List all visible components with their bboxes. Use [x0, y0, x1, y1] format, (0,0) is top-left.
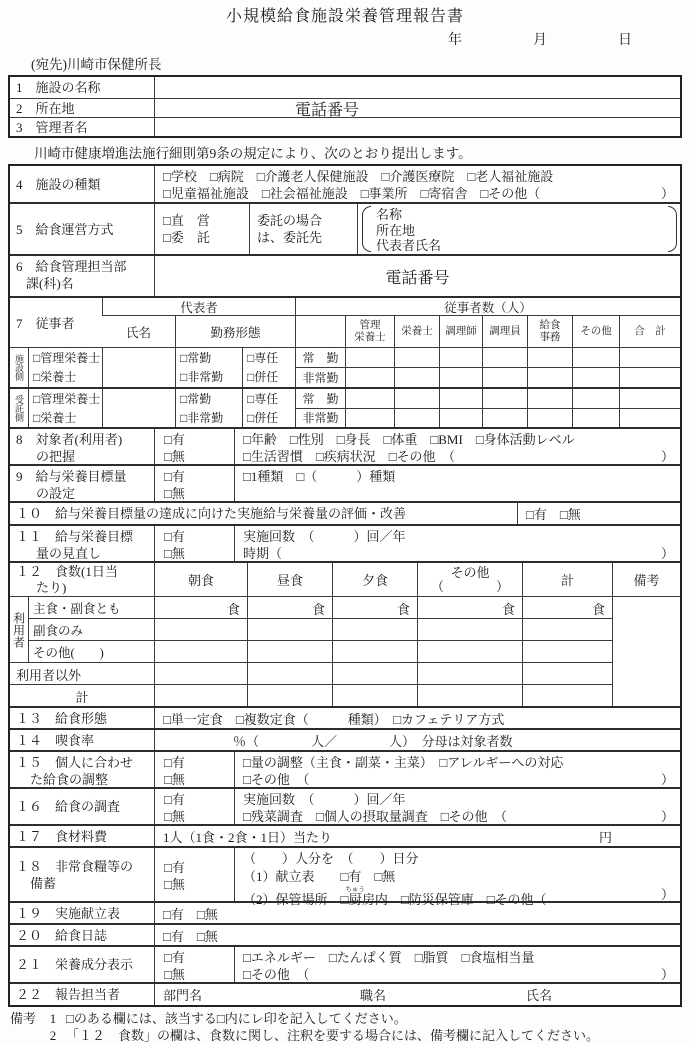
review-count-field[interactable]: 実施回数 （ ）回／年	[243, 529, 406, 544]
row-individual-adjust	[10, 750, 680, 787]
facility-dietitian-checkboxes: □管理栄養士 □栄養士	[28, 348, 102, 387]
report-person-fields	[154, 984, 680, 1005]
evaluation-label: １０ 給与栄養目標量の達成に向けた実施給与栄養量の評価・改善	[16, 506, 407, 521]
meal-count-cell[interactable]	[522, 662, 612, 684]
manager-name-label: 3 管理者名	[16, 119, 88, 135]
yen-unit-label: 円	[598, 829, 612, 845]
count-cell[interactable]	[527, 409, 572, 428]
contractor-assignment-checkboxes: □専任 □併任	[242, 389, 295, 427]
facility-assignment-checkboxes: □専任 □併任	[242, 348, 295, 387]
target-review-detail	[234, 526, 680, 561]
count-cell[interactable]	[439, 389, 482, 408]
date-month-label[interactable]: 月	[533, 33, 547, 48]
outsource-note: 委託の場合 は、委託先	[249, 204, 357, 254]
meal-style-label: １３ 給食形態	[16, 710, 108, 726]
facility-duty-checkboxes: □常勤 □非常勤	[175, 348, 242, 387]
address-label: 2 所在地	[16, 100, 75, 116]
nutrition-target-yesno	[154, 466, 234, 501]
parttime-row-label: 非常勤	[295, 409, 345, 428]
no-checkbox[interactable]: □無	[164, 449, 185, 464]
meal-count-cell[interactable]	[154, 684, 247, 706]
yes-checkbox[interactable]: □有	[164, 469, 185, 484]
row-target-grasp	[10, 427, 680, 464]
survey-count-field[interactable]: 実施回数 （ ）回／年	[243, 792, 406, 807]
footer-notes: 備考 1 □のある欄には、該当する□内にレ印を記入してください。 2 「１２ 食数」の欄は、食数に関し、注釈を要する場合には、備考欄に記入してください。	[10, 1011, 600, 1043]
right-bracket	[668, 206, 677, 252]
count-cell[interactable]	[439, 348, 482, 367]
meal-row-staple-side: 主食・副食とも	[28, 596, 154, 618]
row-menu-record	[10, 901, 680, 923]
submission-statement: 川崎市健康増進法施行細則第9条の規定により、次のとおり提出します。	[34, 146, 472, 161]
facility-type-label: 4 施設の種類	[16, 176, 101, 192]
meal-count-cell[interactable]	[247, 662, 332, 684]
address-value[interactable]	[154, 99, 680, 117]
row-staff-header	[10, 296, 680, 347]
col-dinner: 夕食	[332, 563, 417, 596]
target-grasp-options: □年齢 □性別 □身長 □体重 □BMI □身体活動レベル □生活習慣 □疾病状況 □その他 （ ）	[234, 429, 680, 464]
contractor-name-field[interactable]: 名称	[376, 207, 403, 222]
col-chorishi: 調理師	[439, 316, 482, 347]
staff-group-contractor	[10, 387, 680, 427]
date-day-label[interactable]: 日	[618, 33, 632, 48]
storage-place-options[interactable]: （2）保管場所 □厨ちゅう房内 □防災保管庫 □その他（	[243, 886, 547, 907]
row-catering-dept	[10, 254, 680, 296]
yes-checkbox[interactable]: □有	[164, 950, 185, 965]
meal-count-cell[interactable]	[522, 640, 612, 662]
person-name-field[interactable]: 氏名	[526, 988, 553, 1003]
count-cell[interactable]	[619, 368, 680, 387]
row-operation-type	[10, 202, 680, 254]
emergency-food-label: １８ 非常食糧等の 備蓄	[16, 858, 134, 891]
close-paren: ）	[660, 967, 674, 982]
nutrition-label-options: □エネルギー □たんぱく質 □脂質 □食塩相当量 □その他 （ ）	[234, 947, 680, 982]
meal-survey-label: １６ 給食の調査	[16, 799, 121, 814]
facility-type-options-line2[interactable]: □児童福祉施設 □社会福祉施設 □事業所 □寄宿舎 □その他（	[163, 186, 541, 201]
col-remarks: 備考	[612, 563, 680, 596]
contractor-rep-name-field[interactable]	[102, 389, 175, 427]
count-cell[interactable]	[527, 389, 572, 408]
meal-style-options: □単一定食 □複数定食（ 種類） □カフェテリア方式	[154, 708, 680, 728]
row-meal-diary	[10, 923, 680, 945]
meal-count-cell[interactable]: 食	[522, 596, 612, 618]
evaluation-yesno: □有 □無	[517, 503, 680, 524]
meal-count-cell[interactable]: 食	[247, 596, 332, 618]
row-meal-survey	[10, 787, 680, 824]
target-review-yesno	[154, 526, 234, 561]
nutrition-target-label: 9 給与栄養目標量 の設定	[16, 469, 127, 501]
meal-survey-yesno	[154, 789, 234, 824]
meal-count-cell[interactable]	[154, 662, 247, 684]
target-grasp-yesno	[154, 429, 234, 464]
meal-rate-label: １４ 喫食率	[16, 732, 95, 748]
close-paren: ）	[660, 186, 674, 201]
count-cell[interactable]	[394, 368, 439, 387]
menu-record-yesno: □有 □無	[154, 903, 680, 923]
meal-count-cell[interactable]	[332, 618, 417, 640]
phone-number-label: 電話番号	[295, 101, 360, 119]
facility-side-label: 施設側	[14, 354, 24, 381]
facility-rep-name-field[interactable]	[102, 348, 175, 387]
meal-count-cell[interactable]	[247, 640, 332, 662]
meal-count-cell[interactable]	[417, 618, 522, 640]
phone-number-label: 電話番号	[385, 269, 450, 287]
staff-group-facility	[10, 347, 680, 387]
facility-type-options	[154, 166, 680, 202]
row-meal-style	[10, 706, 680, 728]
yes-checkbox[interactable]: □有	[164, 432, 185, 447]
count-cell[interactable]	[619, 348, 680, 367]
close-paren: ）	[660, 887, 674, 902]
empty-header-cell	[295, 316, 345, 347]
col-eiyoshi: 栄養士	[394, 316, 439, 347]
meal-row-non-users: 利用者以外	[10, 662, 154, 684]
col-breakfast: 朝食	[154, 563, 247, 596]
count-cell[interactable]	[394, 389, 439, 408]
operation-type-options	[154, 204, 249, 254]
count-cell[interactable]	[439, 368, 482, 387]
no-checkbox[interactable]: □無	[164, 876, 185, 892]
nutrition-label-yesno	[154, 947, 234, 982]
contractor-duty-checkboxes: □常勤 □非常勤	[175, 389, 242, 427]
count-cell[interactable]	[619, 389, 680, 408]
form-table-basic	[8, 75, 682, 138]
no-checkbox[interactable]: □無	[164, 546, 185, 561]
meal-counts-label: １２ 食数(1日当 たり)	[16, 564, 118, 595]
meal-count-cell[interactable]: 食	[332, 596, 417, 618]
stock-amount-field[interactable]: （ ）人分を （ ）日分	[243, 851, 419, 866]
close-paren: ）	[660, 809, 674, 824]
contractor-side-label: 受託側	[14, 394, 24, 422]
notes-header: 備考	[10, 1011, 37, 1026]
col-sonota: その他	[572, 316, 619, 347]
nutrition-label-label: ２１ 栄養成分表示	[16, 957, 134, 972]
yes-checkbox[interactable]: □有	[164, 529, 185, 544]
parttime-row-label: 非常勤	[295, 368, 345, 387]
row-emergency-food	[10, 846, 680, 907]
yes-checkbox[interactable]: □有	[164, 755, 185, 770]
date-year-label[interactable]: 年	[448, 33, 462, 48]
count-cell[interactable]	[345, 348, 394, 367]
duty-form-header: 勤務形態	[175, 316, 295, 347]
meal-diary-yesno: □有 □無	[154, 925, 680, 945]
row-nutrition-target	[10, 464, 680, 501]
representative-header: 代表者	[102, 298, 295, 315]
meal-count-cell[interactable]	[522, 684, 612, 706]
note-1-text: □のある欄には、該当する□内にレ印を記入してください。	[66, 1011, 407, 1026]
row-meal-rate	[10, 728, 680, 750]
count-cell[interactable]	[482, 409, 527, 428]
meal-count-cell[interactable]	[247, 684, 332, 706]
job-title-field[interactable]: 職名	[360, 988, 387, 1003]
count-cell[interactable]	[482, 389, 527, 408]
col-total: 計	[522, 563, 612, 596]
yes-checkbox[interactable]: □有	[164, 792, 185, 807]
remarks-cell[interactable]	[612, 596, 680, 706]
review-period-field[interactable]: 時期（	[243, 546, 283, 561]
count-cell[interactable]	[619, 409, 680, 428]
contractor-dietitian-checkboxes: □管理栄養士 □栄養士	[28, 389, 102, 427]
meal-count-cell[interactable]: 食	[154, 596, 247, 618]
close-paren: ）	[660, 546, 674, 561]
department-field[interactable]: 部門名	[163, 988, 203, 1003]
meal-count-cell[interactable]	[417, 684, 522, 706]
individual-adjust-label: １５ 個人に合わせ た給食の調整	[16, 755, 134, 787]
individual-adjust-yesno	[154, 752, 234, 787]
food-cost-label: １７ 食材料費	[16, 828, 108, 844]
meal-survey-options: 実施回数 （ ）回／年 □残菜調査 □個人の摂取量調査 □その他 （ ）	[234, 789, 680, 824]
individual-adjust-options: □量の調整（主食・副菜・主菜） □アレルギーへの対応 □その他 （ ）	[234, 752, 680, 787]
count-cell[interactable]	[572, 389, 619, 408]
emergency-food-yesno	[154, 848, 234, 901]
emergency-food-detail	[234, 848, 680, 907]
operation-type-label: 5 給食運営方式	[16, 221, 114, 237]
col-kyushoku-jimu: 給食 事務	[527, 316, 572, 347]
count-cell[interactable]	[527, 368, 572, 387]
col-choriin: 調理員	[482, 316, 527, 347]
col-gokei: 合 計	[619, 316, 680, 347]
fulltime-row-label: 常 勤	[295, 389, 345, 408]
catering-dept-label: 6 給食管理担当部 課(科)名	[16, 259, 127, 291]
meal-row-side-only: 副食のみ	[28, 618, 154, 640]
outsource-contractor-box	[357, 204, 680, 254]
date-line	[0, 29, 690, 49]
col-lunch: 昼食	[247, 563, 332, 596]
row-target-review	[10, 524, 680, 561]
col-kanri-eiyoshi: 管理 栄養士	[345, 316, 394, 347]
meal-row-total: 計	[10, 684, 154, 706]
report-form	[0, 3, 690, 1044]
count-cell[interactable]	[439, 409, 482, 428]
menu-list-yesno[interactable]: （1）献立表 □有 □無	[243, 869, 396, 884]
left-bracket	[362, 206, 371, 252]
row-report-person	[10, 982, 680, 1005]
no-checkbox[interactable]: □無	[164, 486, 185, 501]
count-cell[interactable]	[572, 348, 619, 367]
meal-row-other: その他( )	[28, 640, 154, 662]
no-checkbox[interactable]: □無	[164, 772, 185, 787]
meal-count-cell[interactable]	[417, 640, 522, 662]
close-paren: ）	[660, 772, 674, 787]
nutrition-target-options: □1種類 □（ ）種類	[234, 466, 680, 501]
target-review-label: １１ 給与栄養目標 量の見直し	[16, 529, 134, 561]
count-cell[interactable]	[572, 368, 619, 387]
meal-count-cell[interactable]	[154, 618, 247, 640]
count-cell[interactable]	[345, 409, 394, 428]
direct-operation-checkbox[interactable]: □直 営	[163, 213, 210, 228]
row-evaluation	[10, 501, 680, 524]
page-title: 小規模給食施設栄養管理報告書	[225, 8, 464, 25]
meal-diary-label: ２０ 給食日誌	[16, 927, 108, 943]
count-cell[interactable]	[482, 348, 527, 367]
no-checkbox[interactable]: □無	[164, 809, 185, 824]
form-table-main	[8, 164, 682, 1007]
count-cell[interactable]	[345, 368, 394, 387]
col-other: その他 （ ）	[417, 563, 522, 596]
close-paren: ）	[660, 449, 674, 464]
catering-dept-value[interactable]	[154, 256, 680, 296]
count-cell[interactable]	[394, 348, 439, 367]
facility-name-label: 1 施設の名称	[16, 80, 101, 95]
menu-record-label: １９ 実施献立表	[16, 905, 121, 921]
users-side-label: 利用者	[10, 596, 28, 662]
target-grasp-label: 8 対象者(利用者) の把握	[16, 432, 123, 464]
report-person-label: ２２ 報告担当者	[16, 987, 121, 1002]
row-meal-counts	[10, 561, 680, 706]
count-cell[interactable]	[394, 409, 439, 428]
meal-rate-value: ％（ 人／ 人） 分母は対象者数	[154, 730, 680, 750]
contractor-representative-field[interactable]: 代表者氏名	[376, 238, 442, 253]
meal-count-cell[interactable]	[522, 618, 612, 640]
meal-count-cell[interactable]	[417, 662, 522, 684]
no-checkbox[interactable]: □無	[164, 967, 185, 982]
row-nutrition-label	[10, 945, 680, 982]
fulltime-row-label: 常 勤	[295, 348, 345, 367]
staff-label: 7 従事者	[16, 316, 75, 331]
meal-count-cell[interactable]	[332, 684, 417, 706]
meal-count-cell[interactable]	[154, 640, 247, 662]
count-cell[interactable]	[572, 409, 619, 428]
food-cost-value: 1人（1食・2食・1日）当たり 円	[154, 826, 680, 846]
meal-count-cell[interactable]: 食	[417, 596, 522, 618]
meal-count-cell[interactable]	[332, 662, 417, 684]
name-header: 氏名	[125, 325, 151, 340]
meal-count-cell[interactable]	[332, 640, 417, 662]
count-cell[interactable]	[527, 348, 572, 367]
yes-checkbox[interactable]: □有	[164, 859, 185, 875]
row-food-cost	[10, 824, 680, 846]
facility-type-options-line1[interactable]: □学校 □病院 □介護老人保健施設 □介護医療院 □老人福祉施設	[163, 169, 554, 184]
staff-count-header: 従事者数（人）	[295, 298, 680, 315]
note-2-text: 「１２ 食数」の欄は、食数に関し、注釈を要する場合には、備考欄に記入してください。	[66, 1028, 600, 1043]
count-cell[interactable]	[345, 389, 394, 408]
outsourced-checkbox[interactable]: □委 託	[163, 230, 210, 245]
contractor-address-field[interactable]: 所在地	[376, 222, 416, 238]
facility-name-value[interactable]	[154, 77, 680, 98]
addressee: (宛先)川崎市保健所長	[31, 57, 162, 72]
meal-count-cell[interactable]	[247, 618, 332, 640]
count-cell[interactable]	[482, 368, 527, 387]
row-facility-type	[10, 166, 680, 202]
manager-name-value[interactable]	[154, 118, 680, 136]
